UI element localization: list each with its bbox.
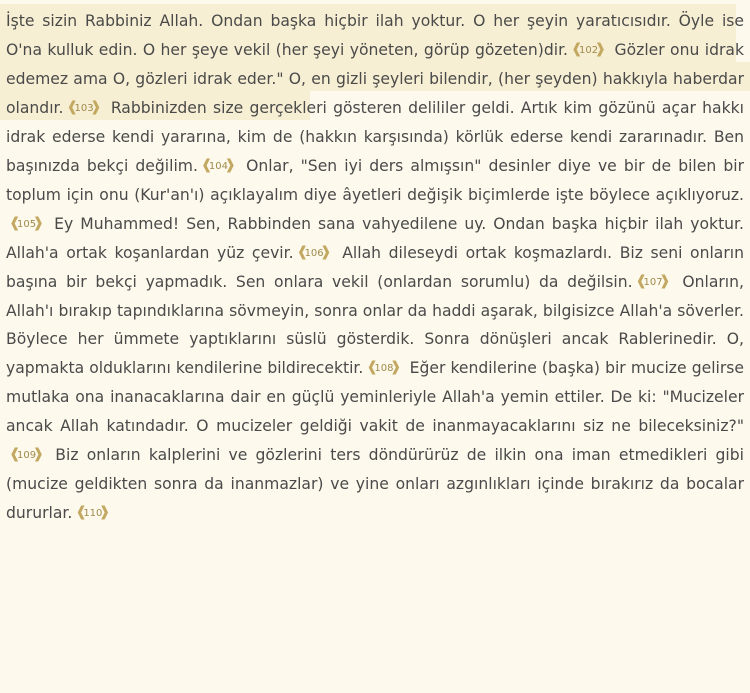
verse-text: Eğer kendilerine (başka) bir mucize gelirse mutlaka ona inanacaklarına dair en güçlü yeminleriyle Allah'a yemin ettiler. De ki: "Mucizeler ancak Allah katındadır. O mucizeler geldiği vakit de inanmayacaklarını siz ne bileceksiniz?" (6, 359, 744, 436)
ornate-verse-number-icon: ❰ 110 ❱ (75, 506, 110, 521)
ornate-verse-number-icon: ❰ 104 ❱ (201, 159, 236, 174)
verse-text: Biz onların kalplerini ve gözlerini ters döndürürüz de ilkin ona iman etmedikleri gibi (mucize geldikten sonra da inanmazlar) ve yine onları azgınlıkları içinde bırakırız da bocalar dururlar. (6, 446, 744, 523)
verse-text: Ey Muhammed! Sen, Rabbinden sana vahyedilene uy. Ondan başka hiçbir ilah yoktur. Allah'a ortak koşanlardan yüz çevir. (6, 214, 744, 262)
verse-text-block (6, 7, 744, 528)
verse-text: İşte sizin Rabbiniz Allah. Ondan başka hiçbir ilah yoktur. O her şeyin yaratıcısıdır. Öyle ise O'na kulluk edin. O her şeye vekil (her şeyi yöneten, görüp gözeten)dir. (6, 12, 744, 59)
verse-text: Gözler onu idrak edemez ama O, gözleri idrak eder." O, en gizli şeyleri bilendir, (her şeyden) hakkıyla haberdar olandır. (6, 40, 744, 117)
ornate-verse-number-icon: ❰ 102 ❱ (571, 43, 606, 58)
verse-text: Onların, Allah'ı bırakıp tapındıklarına sövmeyin, sonra onlar da haddi aşarak, bilgisizce Allah'a söverler. Böylece her ümmete yaptıklarını süslü gösterdik. Sonra dönüşleri ancak Rablerinedir. O, yapmakta olduklarını kendilerine bildirecektir. (6, 272, 744, 378)
ornate-verse-number-icon: ❰ 109 ❱ (9, 448, 44, 463)
verse-text: Onlar, "Sen iyi ders almışsın" desinler diye ve bir de bilen bir toplum için onu (Kur'an'ı) açıklayalım diye âyetleri değişik biçimlerde işte böylece açıklıyoruz. (6, 156, 744, 204)
verse-text: Rabbinizden size gerçekleri gösteren delililer geldi. Artık kim gözünü açar hakkı idrak ederse kendi yararına, kim de (hakkın karşısında) körlük ederse kendi zararınadır. Ben başınızda bekçi değilim. (6, 98, 744, 175)
ornate-verse-number-icon: ❰ 107 ❱ (636, 275, 671, 290)
ornate-verse-number-icon: ❰ 108 ❱ (366, 361, 401, 376)
ornate-verse-number-icon: ❰ 105 ❱ (9, 217, 44, 232)
ornate-verse-number-icon: ❰ 106 ❱ (297, 246, 332, 261)
verse-110[interactable] (6, 446, 744, 522)
ornate-verse-number-icon: ❰ 103 ❱ (66, 101, 101, 116)
verse-text: Allah dileseydi ortak koşmazlardı. Biz seni onların başına bir bekçi yapmadık. Sen onlara vekil (onlardan sorumlu) da değilsin. (6, 243, 744, 291)
